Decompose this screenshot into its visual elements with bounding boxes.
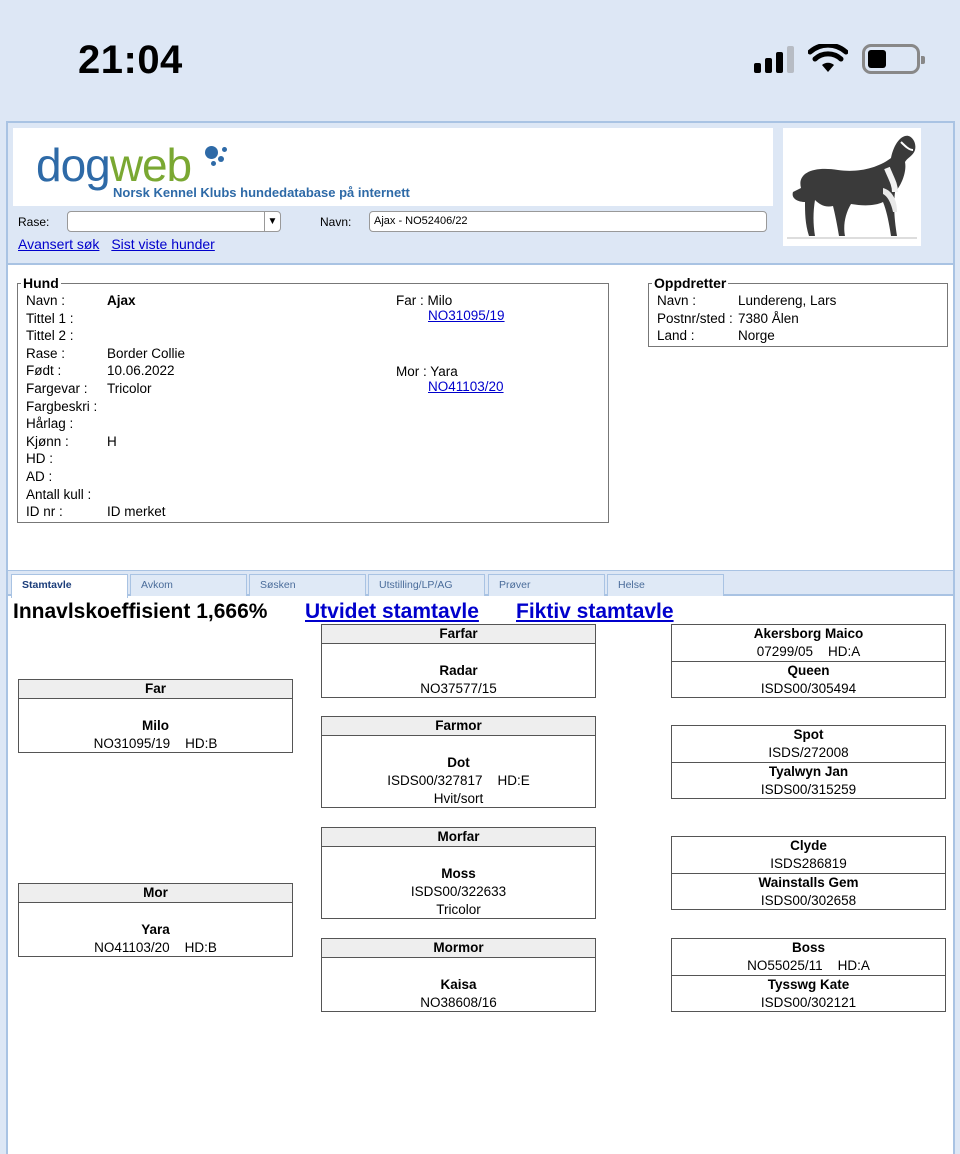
chevron-down-icon[interactable]: ▼ [264,212,280,231]
advanced-search-link[interactable]: Avansert søk [18,236,100,252]
fictive-pedigree-link[interactable]: Fiktiv stamtavle [516,600,674,623]
dog-name: Ajax [107,293,136,308]
name-search-input[interactable]: Ajax - NO52406/22 [369,211,767,232]
pedigree-dam[interactable]: Mor Yara NO41103/20 HD:B [18,883,293,957]
pedigree-great-grandparents-4[interactable]: Boss NO55025/11 HD:A Tysswg Kate ISDS00/302121 [671,938,946,1012]
pedigree-grandsire-maternal[interactable]: Morfar Moss ISDS00/322633 Tricolor [321,827,596,919]
status-bar [0,0,960,120]
breeder-legend: Oppdretter [654,275,727,291]
pedigree-great-grandparents-3[interactable]: Clyde ISDS286819 Wainstalls Gem ISDS00/302658 [671,836,946,910]
sire-info: Far : Milo NO31095/19 [396,293,505,323]
tab-utstilling[interactable]: Utstilling/LP/AG [368,574,485,596]
sire-reg-link[interactable]: NO31095/19 [428,308,505,323]
breeder-panel: Oppdretter Navn : Lundereng, Lars Postnr/sted : 7380 Ålen Land : Norge [648,283,948,347]
breed-label: Rase: [18,215,50,229]
tab-helse[interactable]: Helse [607,574,724,596]
wifi-icon [808,44,848,74]
breed-select[interactable] [67,211,281,232]
pedigree-grandsire-paternal[interactable]: Farfar Radar NO37577/15 [321,624,596,698]
tab-prover[interactable]: Prøver [488,574,605,596]
tab-avkom[interactable]: Avkom [130,574,247,596]
recently-viewed-link[interactable]: Sist viste hunder [111,236,215,252]
pedigree-sire[interactable]: Far Milo NO31095/19 HD:B [18,679,293,753]
pedigree-great-grandparents-1[interactable]: Akersborg Maico 07299/05 HD:A Queen ISDS00/305494 [671,624,946,698]
cellular-signal-icon [754,45,794,73]
pedigree-great-grandparents-2[interactable]: Spot ISDS/272008 Tyalwyn Jan ISDS00/315259 [671,725,946,799]
dog-info-legend: Hund [23,275,59,291]
tab-sosken[interactable]: Søsken [249,574,366,596]
dam-info: Mor : Yara NO41103/20 [396,364,504,394]
dog-info-panel: Hund Navn : Ajax Tittel 1 : Tittel 2 : Rase : Border Collie Født : 10.06.2022 Fargevar : Tricolor Fargbeskri : Hårlag : Kjønn : H HD : AD : Antall kull : ID nr : ID merket Far : Milo NO31095/19 Mor : Yara NO41103/20 [17,283,609,523]
battery-icon [862,44,920,74]
inbreeding-coefficient: Innavlskoeffisient 1,666% [13,600,268,623]
tab-stamtavle[interactable]: Stamtavle [11,574,128,598]
name-label: Navn: [320,215,352,229]
pedigree-granddam-paternal[interactable]: Farmor Dot ISDS00/327817 HD:E Hvit/sort [321,716,596,808]
pedigree-granddam-maternal[interactable]: Mormor Kaisa NO38608/16 [321,938,596,1012]
web-page [6,121,955,1154]
extended-pedigree-link[interactable]: Utvidet stamtavle [305,600,479,623]
tab-bar [8,570,953,596]
clock: 21:04 [78,38,183,82]
dogweb-logo[interactable]: dogweb Norsk Kennel Klubs hundedatabase på internett [13,128,773,206]
dam-reg-link[interactable]: NO41103/20 [428,379,504,394]
logo-subtitle: Norsk Kennel Klubs hundedatabase på internett [113,185,410,200]
site-header [8,123,953,265]
